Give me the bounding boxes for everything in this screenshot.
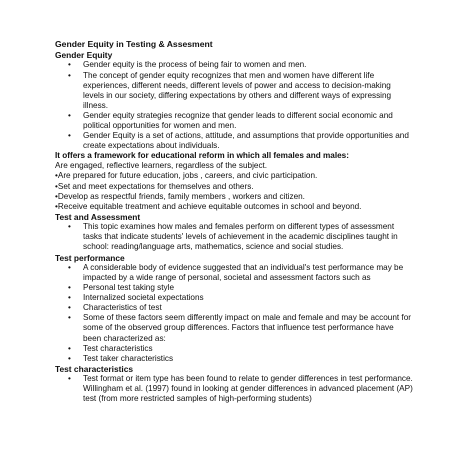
gender-equity-list [55, 60, 413, 151]
test-assessment-list [55, 222, 413, 252]
list-item: • Gender equity is the process of being fair to women and men. [55, 60, 413, 70]
test-characteristics-list [55, 374, 413, 404]
framework-line: •Are prepared for future education, jobs , careers, and civic participation. [55, 171, 318, 181]
section-heading-test-assessment: Test and Assessment [55, 211, 141, 222]
section-heading-test-characteristics: Test characteristics [55, 363, 134, 374]
list-item: • Gender equity strategies recognize that gender leads to different social economic and political opportunities for women and men. [55, 111, 413, 131]
list-item: • Gender Equity is a set of actions, attitude, and assumptions that provide opportunities and create expectations about individuals. [55, 131, 413, 151]
list-item: • This topic examines how males and females perform on different types of assessment tasks that indicate students' levels of achievement in the academic disciplines taught in school: reading/language arts, mathematics, science and social studies. [55, 222, 413, 252]
test-performance-list [55, 263, 413, 364]
list-item: • Test format or item type has been found to relate to gender differences in test performance. Willingham et al. (1997) found in looking at gender differences in advanced placement (AP) test (from more restricted samples of high-performing students) [55, 374, 413, 404]
section-heading-gender-equity: Gender Equity [55, 50, 113, 60]
framework-line: •Receive equitable treatment and achieve equitable outcomes in school and beyond. [55, 201, 362, 211]
list-item: • A considerable body of evidence suggested that an individual's test performance may be impacted by a wide range of personal, societal and assessment factors such as [55, 263, 413, 283]
list-item: • The concept of gender equity recognizes that men and women have different life experiences, different needs, different levels of power and access to decision-making levels in our society, differing expectations by others and different ways of expressing illness. [55, 71, 413, 111]
framework-line: •Set and meet expectations for themselves and others. [55, 181, 254, 191]
list-item: • Characteristics of test [55, 303, 413, 313]
list-item: • Test taker characteristics [55, 354, 413, 364]
section-heading-test-performance: Test performance [55, 252, 125, 263]
document-title: Gender Equity in Testing & Assesment [55, 39, 213, 49]
framework-lines [55, 161, 413, 211]
document-content [55, 39, 413, 405]
framework-statement: It offers a framework for educational reform in which all females and males: [55, 151, 349, 161]
list-item: • Internalized societal expectations [55, 293, 413, 303]
framework-line: Are engaged, reflective learners, regardless of the subject. [55, 161, 268, 171]
list-item: • Test characteristics [55, 344, 413, 354]
list-item: • Personal test taking style [55, 283, 413, 293]
framework-line: •Develop as respectful friends, family members , workers and citizen. [55, 191, 305, 201]
list-item: • Some of these factors seem differently impact on male and female and may be account for some of the observed group differences. Factors that influence test performance have been characterized as: [55, 313, 413, 343]
